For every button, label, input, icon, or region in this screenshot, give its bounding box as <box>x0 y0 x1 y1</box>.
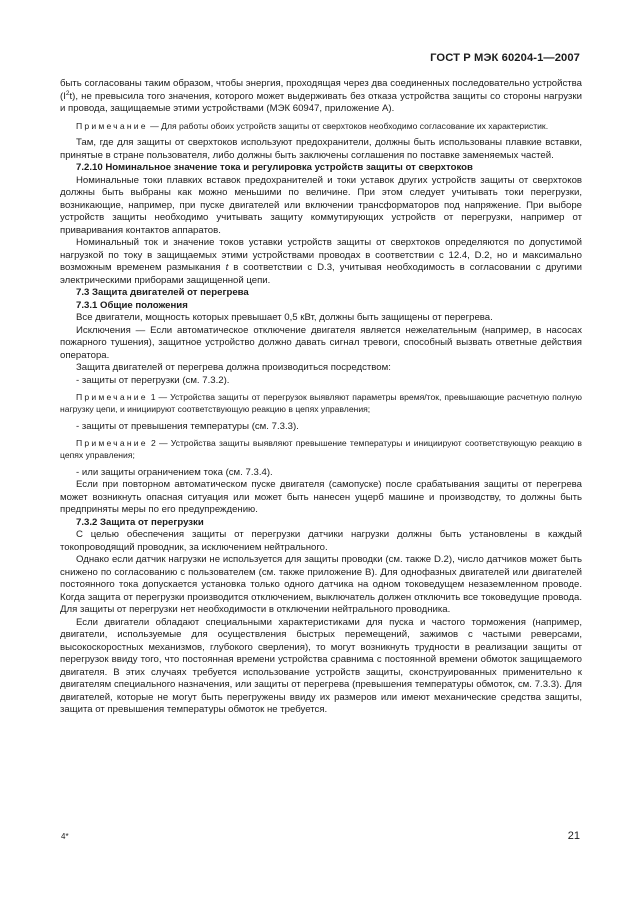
note: Примечание — Для работы обоих устройств защиты от сверхтоков необходимо согласование их характеристик. <box>76 120 549 131</box>
paragraph: Если при повторном автоматическом пуске двигателя (самопуске) после срабатывания защиты от перегрева может возникнуть опасная ситуация или может быть нанесен ущерб машине и производству, то должны быть предприняты меры по его предупреждению. <box>60 479 582 516</box>
standard-header: ГОСТ Р МЭК 60204-1—2007 <box>430 52 580 64</box>
section-heading-7-3: 7.3 Защита двигателей от перегрева <box>76 287 249 299</box>
note-label: Примечание <box>76 120 148 131</box>
note-label: Примечание <box>76 438 148 449</box>
footer-mark: 4* <box>61 832 69 841</box>
paragraph: Номинальные токи плавких вставок предохранителей и токи уставок других устройств защиты от сверхтоков должны быть выбраны как можно меньшими по величине. При этом следует учитывать токи перегрузки, возникающие, например, при пуске двигателей или включении трансформаторов под напряжение. При выборе устройств защиты необходимо учитывать защиту коммутирующих устройств от перегрузки, например от приваривания контактов аппаратов. <box>60 174 582 236</box>
paragraph: Однако если датчик нагрузки не используется для защиты проводки (см. также D.2), число датчиков может быть снижено по согласованию с пользователем (см. также приложение В). Для однофазных двигателей или двигателей постоянного тока допускается установка только одного датчика на одном токоведущем незаземленном проводе. Когда защита от перегрузки производится отключением, выключатель должен отключить все токоведущие провода. Для защиты от перегрузки нет необходимости в отключении нейтрального проводника. <box>60 554 582 616</box>
paragraph: Если двигатели обладают специальными характеристиками для пуска и частого торможения (например, двигатели, используемые для осуществления быстрых перемещений, зажимов с частыми реверсами, высокоскоростных механизмов, глубокого сверления), то могут возникнуть трудности в реализации защиты от перегрузок ввиду того, что постоянная времени устройства сравнима с постоянной времени обмоток защищаемого двигателя. В этих случаях требуется использование устройств защиты, сконструированных применительно к двигателям специального назначения, или защиты от перегрева (превышения температуры обмоток, см. 7.3.3). Для двигателей, которые не могут быть перегружены ввиду их размеров или имеют механические средства защиты, защита от превышения температуры обмоток не требуется. <box>60 616 582 716</box>
superscript: 2 <box>65 89 70 97</box>
section-heading-7-3-2: 7.3.2 Защита от перегрузки <box>76 516 204 528</box>
page-number: 21 <box>567 830 580 842</box>
paragraph: Там, где для защиты от сверхтоков используют предохранители, должны быть использованы плавкие вставки, принятые в стране пользователя, либо должны быть заключены соглашения по поставке заменяемых частей. <box>60 137 582 161</box>
paragraph: Номинальный ток и значение токов уставки устройств защиты от сверхтоков определяются по допустимой нагрузкой по току в защищаемых этими устройствами проводах в соответствии с 12.4, D.2, но и максимально возможным временем размыкания t в соответствии с D.3, учитывая необходимость в согласовании с другими электрическими приборами защищенной цепи. <box>60 237 582 286</box>
list-item: - защиты от превышения температуры (см. 7.3.3). <box>76 420 299 432</box>
paragraph: Защита двигателей от перегрева должна производиться посредством: <box>76 362 391 374</box>
note: Примечание 2 — Устройства защиты выявляют превышение температуры и инициируют соответствующую реакцию в цепях управления; <box>60 438 582 461</box>
note: Примечание 1 — Устройства защиты от перегрузок выявляют параметры время/ток, превышающие расчетную полную нагрузку цепи, и инициируют соответствующую реакцию в цепях управления; <box>60 392 582 415</box>
section-heading-7-3-1: 7.3.1 Общие положения <box>76 299 188 311</box>
paragraph: Исключения — Если автоматическое отключение двигателя является нежелательным (например, в насосах пожарного тушения), защитное устройство должно давать сигнал тревоги, способный вызвать ответные действия оператора. <box>60 324 582 361</box>
list-item: - или защиты ограничением тока (см. 7.3.4). <box>76 466 273 478</box>
list-item: - защиты от перегрузки (см. 7.3.2). <box>76 374 230 386</box>
body-text <box>60 78 582 717</box>
note-label: Примечание <box>76 392 148 403</box>
paragraph: быть согласованы таким образом, чтобы энергия, проходящая через два соединенных последовательно устройства $(I^2t)$, не превысила того значения, которого может выдерживать без отказа устройства защиты со стороны нагрузки и провода, защищаемые этими устройствами (МЭК 60947, приложение А). <box>60 78 582 114</box>
paragraph: Все двигатели, мощность которых превышает 0,5 кВт, должны быть защищены от перегрева. <box>76 312 493 324</box>
paragraph: С целью обеспечения защиты от перегрузки датчики нагрузки должны быть установлены в каждый токопроводящий проводник, за исключением нейтрального. <box>60 529 582 553</box>
section-heading-7-2-10: 7.2.10 Номинальное значение тока и регулировка устройств защиты от сверхтоков <box>76 162 473 174</box>
